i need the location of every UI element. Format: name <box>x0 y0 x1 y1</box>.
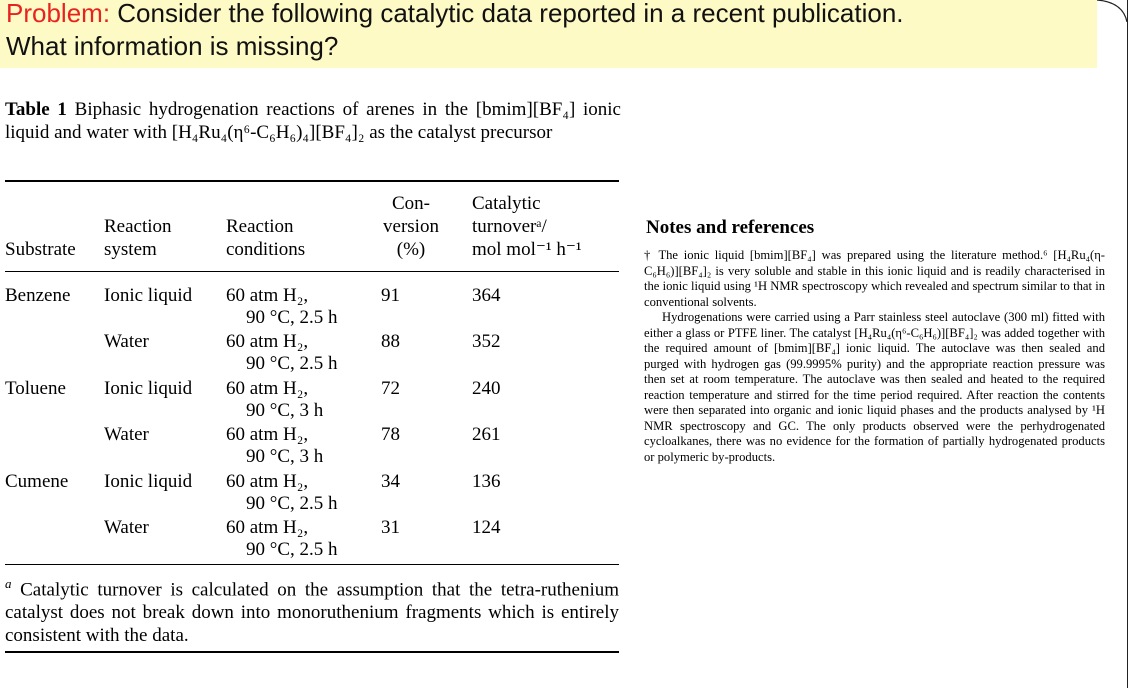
cell-conversion: 72 <box>381 378 400 399</box>
problem-statement <box>6 0 1086 63</box>
cell-conditions-line1: 60 atm H₂, <box>226 331 309 352</box>
cell-conditions-line1: 60 atm H₂, <box>226 424 309 445</box>
footnote-mark: a <box>5 576 12 591</box>
cell-conversion: 91 <box>381 285 400 306</box>
header-substrate: Substrate <box>5 239 76 260</box>
problem-text-line2: What information is missing? <box>6 31 339 61</box>
header-turnover-line2: turnoverᵃ/ <box>472 216 547 237</box>
cell-conditions-line2: 90 °C, 2.5 h <box>246 353 338 374</box>
header-conditions-line2: conditions <box>226 239 306 260</box>
header-turnover-line3: mol mol⁻¹ h⁻¹ <box>472 239 582 260</box>
table-caption-text: Biphasic hydrogenation reactions of arenes in the [bmim][BF₄] ionic liquid and water with [H₄Ru₄(η⁶-C₆H₆)₄][BF₄]₂ as the catalyst precursor <box>5 99 621 143</box>
cell-conversion: 88 <box>381 331 400 352</box>
cell-conditions-line2: 90 °C, 3 h <box>246 446 324 467</box>
cell-conditions-line2: 90 °C, 3 h <box>246 400 324 421</box>
table-caption-label: Table 1 <box>5 99 67 120</box>
cell-conditions-line2: 90 °C, 2.5 h <box>246 307 338 328</box>
cell-system: Ionic liquid <box>104 285 193 306</box>
cell-conditions-line2: 90 °C, 2.5 h <box>246 539 338 560</box>
problem-label: Problem: <box>6 0 111 28</box>
cell-conditions-line1: 60 atm H₂, <box>226 378 309 399</box>
footnote-text: Catalytic turnover is calculated on the assumption that the tetra-ruthenium catalyst does not break down into monoruthenium fragments which is entirely consistent with the data. <box>5 579 619 647</box>
problem-text-line1: Consider the following catalytic data reported in a recent publication. <box>117 0 904 28</box>
cell-conversion: 31 <box>381 517 400 538</box>
table-caption <box>5 98 621 144</box>
header-conversion-line1: Con- <box>392 193 430 214</box>
cell-substrate: Benzene <box>5 285 71 306</box>
cell-turnover: 364 <box>472 285 501 306</box>
cell-system: Ionic liquid <box>104 471 193 492</box>
header-system-line1: Reaction <box>104 216 172 237</box>
cell-conditions-line1: 60 atm H₂, <box>226 471 309 492</box>
cell-system: Water <box>104 331 149 352</box>
table-top-rule <box>5 180 619 182</box>
header-conversion-line3: (%) <box>396 239 426 260</box>
header-turnover-line1: Catalytic <box>472 193 541 214</box>
cell-turnover: 124 <box>472 517 501 538</box>
notes-heading: Notes and references <box>646 217 815 238</box>
table-bottom-rule <box>5 564 619 565</box>
header-system-line2: system <box>104 239 157 260</box>
cell-turnover: 261 <box>472 424 501 445</box>
page-edge-line <box>1127 0 1128 688</box>
cell-conditions-line1: 60 atm H₂, <box>226 517 309 538</box>
cell-turnover: 136 <box>472 471 501 492</box>
cell-turnover: 240 <box>472 378 501 399</box>
page-corner-curve <box>1097 0 1131 22</box>
notes-paragraph-1: † The ionic liquid [bmim][BF₄] was prepared using the literature method.⁶ [H₄Ru₄(η-C₆H₆)][BF₄]₂ is very soluble and stable in this ionic liquid and is readily characterised in the ionic liquid using ¹H NMR spectroscopy which revealed and spectrum similar to that in conventional solvents. <box>644 248 1105 309</box>
cell-turnover: 352 <box>472 331 501 352</box>
notes-body <box>644 248 1105 465</box>
header-conversion-line2: version <box>383 216 439 237</box>
table-footnote <box>5 572 619 647</box>
notes-paragraph-2: Hydrogenations were carried using a Parr stainless steel autoclave (300 ml) fitted with either a glass or PTFE liner. The catalyst [H₄Ru₄(η⁶-C₆H₆)][BF₄]₂ was added together with the required amount of [bmim][BF₄] ionic liquid. The autoclave was then sealed and purged with hydrogen gas (99.9995% purity) and the appropriate reaction pressure was then set at room temperature. The autoclave was then sealed and heated to the required reaction temperature and stirred for the time period required. After reaction the contents were then separated into organic and ionic liquid phases and the products analysed by ¹H NMR spectroscopy and GC. The only products observed were the perhydrogenated cycloalkanes, there was no evidence for the formation of partially hydrogenated products or polymeric by-products. <box>644 310 1105 464</box>
header-conditions-line1: Reaction <box>226 216 294 237</box>
cell-system: Water <box>104 424 149 445</box>
cell-conditions-line1: 60 atm H₂, <box>226 285 309 306</box>
page-bottom-rule <box>5 651 619 653</box>
cell-substrate: Toluene <box>5 378 66 399</box>
cell-conversion: 34 <box>381 471 400 492</box>
table-header-rule <box>5 271 619 272</box>
cell-system: Water <box>104 517 149 538</box>
cell-system: Ionic liquid <box>104 378 193 399</box>
cell-conditions-line2: 90 °C, 2.5 h <box>246 493 338 514</box>
cell-conversion: 78 <box>381 424 400 445</box>
cell-substrate: Cumene <box>5 471 69 492</box>
